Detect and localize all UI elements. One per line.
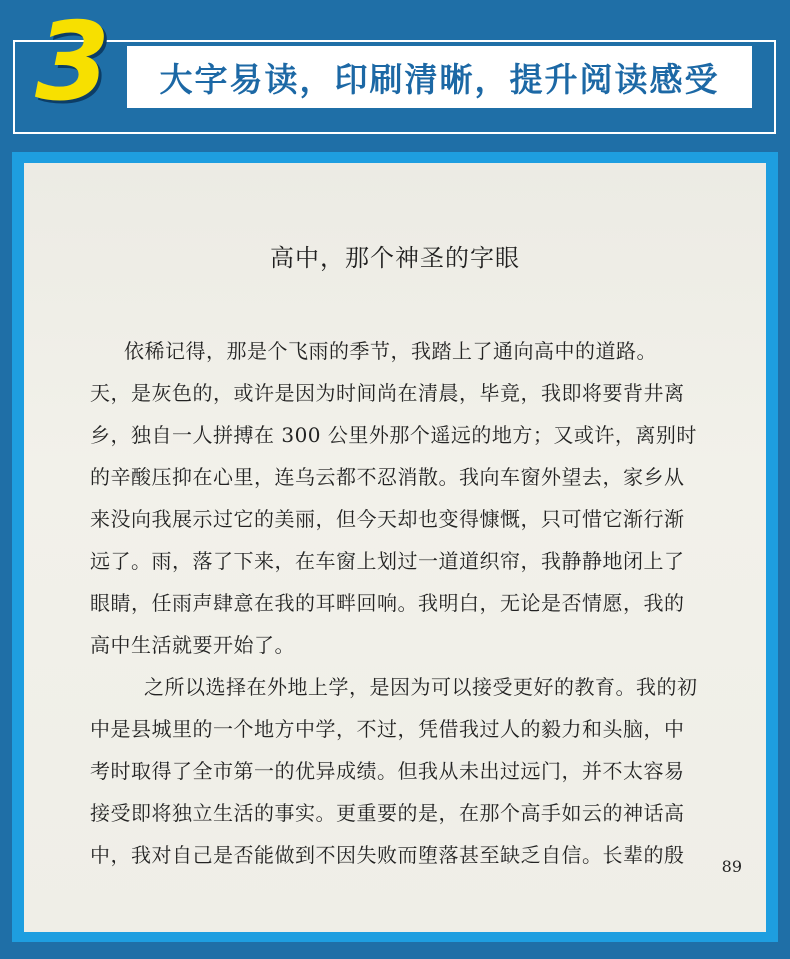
headline-text: 大字易读，印刷清晰，提升阅读感受 bbox=[159, 59, 720, 99]
text-line: 来没向我展示过它的美丽，但今天却也变得慷慨，只可惜它渐行渐 bbox=[90, 507, 685, 531]
text-line: 高中生活就要开始了。 bbox=[90, 633, 295, 657]
text-line: 接受即将独立生活的事实。更重要的是，在那个高手如云的神话高 bbox=[90, 801, 685, 825]
text-line: 乡，独自一人拼搏在 300 公里外那个遥远的地方；又或许，离别时 bbox=[90, 423, 697, 447]
headline-box bbox=[127, 46, 752, 108]
text-line: 中是县城里的一个地方中学，不过，凭借我过人的毅力和头脑，中 bbox=[90, 717, 685, 741]
text-line: 远了。雨，落了下来，在车窗上划过一道道织帘，我静静地闭上了 bbox=[90, 549, 685, 573]
text-line: 的辛酸压抑在心里，连乌云都不忍消散。我向车窗外望去，家乡从 bbox=[90, 465, 685, 489]
text-line: 考时取得了全市第一的优异成绩。但我从未出过远门，并不太容易 bbox=[90, 759, 685, 783]
page-number: 89 bbox=[721, 857, 742, 876]
book-page bbox=[24, 163, 766, 932]
text-line: 眼睛，任雨声肆意在我的耳畔回响。我明白，无论是否情愿，我的 bbox=[90, 591, 685, 615]
text-line: 中，我对自己是否能做到不因失败而堕落甚至缺乏自信。长辈的殷 bbox=[90, 843, 685, 867]
section-number: 3 bbox=[35, 0, 111, 125]
text-line: 之所以选择在外地上学，是因为可以接受更好的教育。我的初 bbox=[144, 675, 698, 699]
chapter-title: 高中，那个神圣的字眼 bbox=[270, 244, 520, 272]
text-line: 天，是灰色的，或许是因为时间尚在清晨，毕竟，我即将要背井离 bbox=[90, 381, 685, 405]
text-line: 依稀记得，那是个飞雨的季节，我踏上了通向高中的道路。 bbox=[124, 339, 657, 363]
